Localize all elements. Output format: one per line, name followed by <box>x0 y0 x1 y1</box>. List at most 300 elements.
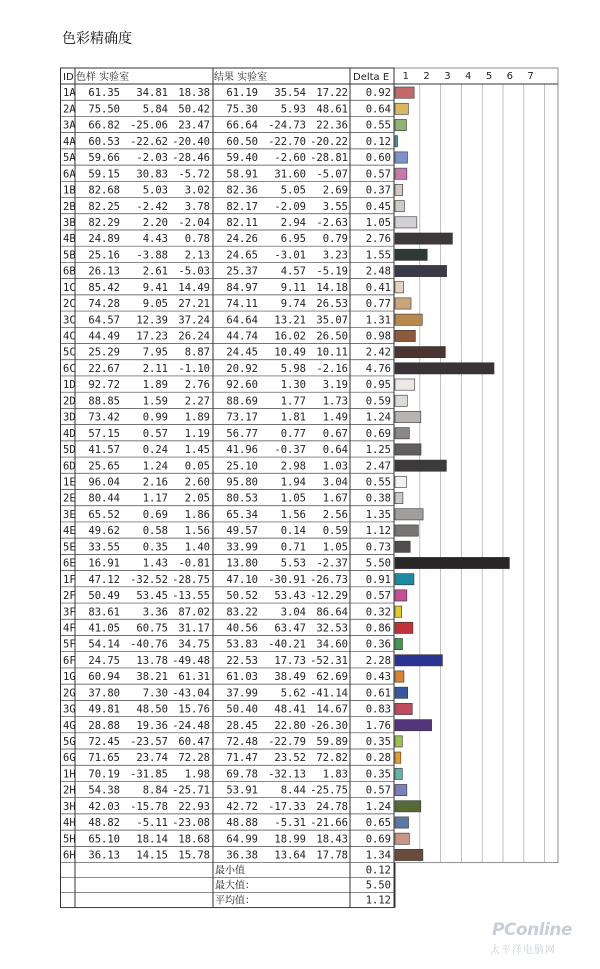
delta-e-value: 1.24 <box>365 800 391 813</box>
sample-lab-value: 34.81 <box>136 87 168 100</box>
delta-e-bar <box>395 347 445 358</box>
delta-e-value: 2.47 <box>365 460 391 473</box>
result-lab-value: 17.73 <box>274 654 306 667</box>
result-lab-value: 49.57 <box>226 525 258 538</box>
result-lab-value: -28.81 <box>310 152 348 165</box>
sample-lab-value: 0.57 <box>142 427 168 440</box>
result-lab-value: -22.79 <box>268 736 306 749</box>
result-lab-value: 65.34 <box>226 508 258 521</box>
axis-tick-label: 3 <box>444 71 451 82</box>
delta-e-bar <box>395 152 407 163</box>
delta-e-bar <box>395 379 415 390</box>
result-lab-value: -12.29 <box>310 590 348 603</box>
sample-lab-value: -40.76 <box>130 638 168 651</box>
sample-lab-value: 53.45 <box>136 590 168 603</box>
sample-lab-value: 1.89 <box>142 379 168 392</box>
result-lab-value: 1.49 <box>322 411 348 424</box>
result-lab-value: -17.33 <box>268 800 306 813</box>
delta-e-bar <box>395 168 407 179</box>
delta-e-value: 0.45 <box>365 200 391 213</box>
sample-lab-value: 25.29 <box>88 346 120 359</box>
delta-e-bar <box>395 411 421 422</box>
result-lab-value: 14.18 <box>316 281 348 294</box>
result-lab-value: 2.56 <box>322 508 348 521</box>
row-id: 6H <box>63 849 76 862</box>
summary-label: 最大值： <box>215 880 255 892</box>
row-id: 1C <box>63 281 76 294</box>
delta-e-value: 0.92 <box>365 87 391 100</box>
result-lab-value: 3.55 <box>322 200 348 213</box>
sample-lab-value: 22.93 <box>178 800 210 813</box>
delta-e-value: 2.28 <box>365 654 391 667</box>
result-lab-value: 0.71 <box>280 541 306 554</box>
sample-lab-value: 1.56 <box>184 525 210 538</box>
sample-lab-value: 80.44 <box>88 492 120 505</box>
sample-lab-value: 61.31 <box>178 671 210 684</box>
result-lab-value: 3.04 <box>322 476 348 489</box>
delta-e-value: 0.61 <box>365 687 391 700</box>
sample-lab-value: -32.52 <box>130 573 168 586</box>
row-id: 2E <box>63 492 76 505</box>
result-lab-value: -20.22 <box>310 135 348 148</box>
result-lab-value: -26.73 <box>310 573 348 586</box>
sample-lab-value: 18.68 <box>178 833 210 846</box>
result-lab-value: 69.78 <box>226 768 258 781</box>
sample-lab-value: 19.36 <box>136 719 168 732</box>
sample-lab-value: 88.85 <box>88 395 120 408</box>
row-id: 1E <box>63 476 76 489</box>
result-lab-value: 5.98 <box>280 362 306 375</box>
row-id: 2C <box>63 298 76 311</box>
sample-lab-value: 41.05 <box>88 622 120 635</box>
delta-e-value: 1.34 <box>365 849 391 862</box>
result-lab-value: 66.64 <box>226 119 258 132</box>
result-lab-value: 37.99 <box>226 687 258 700</box>
sample-lab-value: 7.30 <box>142 687 168 700</box>
result-lab-value: 17.22 <box>316 87 348 100</box>
axis-tick-label: 2 <box>423 71 430 82</box>
result-lab-value: 95.80 <box>226 476 258 489</box>
sample-lab-value: 0.78 <box>184 233 210 246</box>
result-lab-value: 60.50 <box>226 135 258 148</box>
row-id: 4D <box>63 427 76 440</box>
result-lab-value: 3.19 <box>322 379 348 392</box>
sample-lab-value: 25.65 <box>88 460 120 473</box>
result-lab-value: -5.19 <box>316 265 348 278</box>
result-lab-value: 53.91 <box>226 784 258 797</box>
result-lab-value: 84.97 <box>226 281 258 294</box>
page-title: 色彩精确度 <box>62 31 132 47</box>
delta-e-value: 4.76 <box>365 362 391 375</box>
sample-lab-value: 26.24 <box>178 330 210 343</box>
result-lab-value: 14.67 <box>316 703 348 716</box>
result-lab-value: -32.13 <box>268 768 306 781</box>
result-lab-value: 5.05 <box>280 184 306 197</box>
result-lab-value: 48.61 <box>316 103 348 116</box>
delta-e-value: 0.12 <box>365 135 391 148</box>
row-id: 4G <box>63 719 76 732</box>
sample-lab-value: 13.78 <box>136 654 168 667</box>
result-lab-value: 5.62 <box>280 687 306 700</box>
result-lab-value: 61.19 <box>226 87 258 100</box>
row-id: 5G <box>63 736 76 749</box>
result-lab-value: 25.37 <box>226 265 258 278</box>
sample-lab-value: -28.46 <box>172 152 210 165</box>
delta-e-bar <box>395 833 409 844</box>
result-lab-value: -2.16 <box>316 362 348 375</box>
delta-e-value: 0.59 <box>365 395 391 408</box>
result-lab-value: 22.80 <box>274 719 306 732</box>
delta-e-bar <box>395 736 402 747</box>
result-lab-value: -5.31 <box>274 817 306 830</box>
result-lab-value: 92.60 <box>226 379 258 392</box>
delta-e-bar <box>395 801 421 812</box>
delta-e-bar <box>395 638 402 649</box>
delta-e-value: 0.57 <box>365 168 391 181</box>
sample-lab-value: 2.60 <box>184 476 210 489</box>
sample-lab-value: 9.05 <box>142 298 168 311</box>
sample-lab-value: -31.85 <box>130 768 168 781</box>
delta-e-value: 0.64 <box>365 103 391 116</box>
delta-e-bar <box>395 525 418 536</box>
result-lab-value: 64.99 <box>226 833 258 846</box>
result-lab-value: 59.40 <box>226 152 258 165</box>
sample-lab-value: -43.04 <box>172 687 210 700</box>
result-lab-value: 28.45 <box>226 719 258 732</box>
delta-e-bar <box>395 460 446 471</box>
result-lab-value: 63.47 <box>274 622 306 635</box>
summary-value: 1.12 <box>365 894 391 907</box>
sample-lab-value: 0.05 <box>184 460 210 473</box>
sample-lab-value: 60.94 <box>88 671 120 684</box>
delta-e-value: 1.25 <box>365 444 391 457</box>
result-lab-value: 25.10 <box>226 460 258 473</box>
delta-e-value: 0.91 <box>365 573 391 586</box>
sample-lab-value: 7.95 <box>142 346 168 359</box>
result-lab-value: 0.59 <box>322 525 348 538</box>
row-id: 2H <box>63 784 76 797</box>
sample-lab-value: 0.24 <box>142 444 168 457</box>
sample-lab-value: 28.88 <box>88 719 120 732</box>
sample-lab-value: 17.23 <box>136 330 168 343</box>
result-lab-value: 9.11 <box>280 281 306 294</box>
result-lab-value: 1.03 <box>322 460 348 473</box>
sample-lab-value: 2.27 <box>184 395 210 408</box>
row-id: 2F <box>63 590 76 603</box>
sample-lab-value: 1.24 <box>142 460 168 473</box>
result-lab-value: 24.65 <box>226 249 258 262</box>
delta-e-bar <box>395 184 403 195</box>
result-lab-value: -25.75 <box>310 784 348 797</box>
result-lab-value: 22.53 <box>226 654 258 667</box>
delta-e-value: 2.42 <box>365 346 391 359</box>
sample-lab-value: 25.16 <box>88 249 120 262</box>
delta-e-bar <box>395 314 422 325</box>
delta-e-bar <box>395 720 432 731</box>
row-id: 6C <box>63 362 76 375</box>
row-id: 1H <box>63 768 76 781</box>
row-id: 5H <box>63 833 76 846</box>
delta-e-bar <box>395 265 447 276</box>
sample-lab-value: 18.38 <box>178 87 210 100</box>
row-id: 3E <box>63 508 76 521</box>
sample-lab-value: 59.15 <box>88 168 120 181</box>
row-id: 1D <box>63 379 76 392</box>
result-lab-value: 73.17 <box>226 411 258 424</box>
result-lab-value: 80.53 <box>226 492 258 505</box>
delta-e-value: 0.35 <box>365 768 391 781</box>
sample-lab-value: 15.78 <box>178 849 210 862</box>
sample-lab-value: -49.48 <box>172 654 210 667</box>
delta-e-bar <box>395 671 404 682</box>
sample-lab-value: 26.13 <box>88 265 120 278</box>
delta-e-value: 0.32 <box>365 606 391 619</box>
sample-lab-value: -2.04 <box>178 216 210 229</box>
sample-lab-value: 22.67 <box>88 362 120 375</box>
result-lab-value: 3.04 <box>280 606 306 619</box>
sample-lab-value: -20.40 <box>172 135 210 148</box>
result-lab-value: 1.73 <box>322 395 348 408</box>
result-lab-value: -2.37 <box>316 557 348 570</box>
delta-e-value: 5.50 <box>365 557 391 570</box>
delta-e-value: 0.41 <box>365 281 391 294</box>
sample-lab-value: 16.91 <box>88 557 120 570</box>
delta-e-value: 1.55 <box>365 249 391 262</box>
sample-lab-value: 48.50 <box>136 703 168 716</box>
sample-lab-value: 57.15 <box>88 427 120 440</box>
sample-lab-value: 41.57 <box>88 444 120 457</box>
result-lab-value: 41.96 <box>226 444 258 457</box>
result-lab-value: 82.11 <box>226 216 258 229</box>
sample-lab-value: -15.78 <box>130 800 168 813</box>
result-lab-value: 1.94 <box>280 476 306 489</box>
sample-lab-value: -23.08 <box>172 817 210 830</box>
sample-lab-value: -5.03 <box>178 265 210 278</box>
sample-lab-value: 31.17 <box>178 622 210 635</box>
result-lab-value: 44.74 <box>226 330 258 343</box>
delta-e-value: 1.31 <box>365 314 391 327</box>
sample-lab-value: 3.36 <box>142 606 168 619</box>
result-lab-value: 1.83 <box>322 768 348 781</box>
result-lab-value: 31.60 <box>274 168 306 181</box>
sample-lab-value: 0.58 <box>142 525 168 538</box>
row-id: 4F <box>63 622 76 635</box>
result-lab-value: 5.53 <box>280 557 306 570</box>
delta-e-value: 0.65 <box>365 817 391 830</box>
sample-lab-value: 23.47 <box>178 119 210 132</box>
sample-lab-value: 2.16 <box>142 476 168 489</box>
delta-e-value: 0.77 <box>365 298 391 311</box>
row-id: 2B <box>63 200 76 213</box>
delta-e-bar <box>395 395 407 406</box>
sample-lab-value: 14.49 <box>178 281 210 294</box>
delta-e-bar <box>395 768 402 779</box>
delta-e-bar <box>395 87 414 98</box>
result-lab-value: 0.79 <box>322 233 348 246</box>
sample-lab-value: 64.57 <box>88 314 120 327</box>
summary-label: 平均值： <box>215 895 255 907</box>
result-lab-value: 50.52 <box>226 590 258 603</box>
sample-lab-value: 27.21 <box>178 298 210 311</box>
result-lab-value: 59.89 <box>316 736 348 749</box>
row-id: 4A <box>63 135 76 148</box>
sample-lab-value: 59.66 <box>88 152 120 165</box>
sample-lab-value: 50.49 <box>88 590 120 603</box>
result-lab-value: 1.30 <box>280 379 306 392</box>
sample-lab-value: -1.10 <box>178 362 210 375</box>
result-lab-value: 62.69 <box>316 671 348 684</box>
result-lab-value: -21.66 <box>310 817 348 830</box>
sample-lab-value: 65.52 <box>88 508 120 521</box>
delta-e-bar <box>395 136 397 147</box>
sample-lab-value: 60.53 <box>88 135 120 148</box>
sample-lab-value: -0.81 <box>178 557 210 570</box>
delta-e-value: 0.36 <box>365 638 391 651</box>
delta-e-value: 0.60 <box>365 152 391 165</box>
sample-lab-value: 0.69 <box>142 508 168 521</box>
sample-lab-value: 4.43 <box>142 233 168 246</box>
result-lab-value: 33.99 <box>226 541 258 554</box>
row-id: 5A <box>63 152 76 165</box>
sample-lab-value: 14.15 <box>136 849 168 862</box>
result-lab-value: 8.44 <box>280 784 306 797</box>
col-header-delta: Delta E <box>353 72 390 83</box>
delta-e-value: 0.35 <box>365 736 391 749</box>
result-lab-value: -0.37 <box>274 444 306 457</box>
result-lab-value: 10.49 <box>274 346 306 359</box>
summary-label: 最小值 <box>215 865 245 877</box>
result-lab-value: 38.49 <box>274 671 306 684</box>
col-header-id: ID <box>63 72 74 83</box>
result-lab-value: 0.77 <box>280 427 306 440</box>
delta-e-bar <box>395 687 408 698</box>
sample-lab-value: 5.84 <box>142 103 168 116</box>
sample-lab-value: 12.39 <box>136 314 168 327</box>
row-id: 3F <box>63 606 76 619</box>
sample-lab-value: 44.49 <box>88 330 120 343</box>
row-id: 5C <box>63 346 76 359</box>
sample-lab-value: 47.12 <box>88 573 120 586</box>
sample-lab-value: 23.74 <box>136 752 168 765</box>
sample-lab-value: 5.03 <box>142 184 168 197</box>
row-id: 1F <box>63 573 76 586</box>
axis-tick-label: 4 <box>465 71 472 82</box>
sample-lab-value: 83.61 <box>88 606 120 619</box>
watermark-subtitle: 太平洋电脑网 <box>490 945 556 956</box>
delta-e-bar <box>395 849 423 860</box>
sample-lab-value: 48.82 <box>88 817 120 830</box>
sample-lab-value: 1.45 <box>184 444 210 457</box>
delta-e-bar <box>395 509 423 520</box>
result-lab-value: 74.11 <box>226 298 258 311</box>
row-id: 4B <box>63 233 76 246</box>
row-id: 6E <box>63 557 76 570</box>
result-lab-value: 0.64 <box>322 444 348 457</box>
delta-e-value: 1.76 <box>365 719 391 732</box>
result-lab-value: 75.30 <box>226 103 258 116</box>
result-lab-value: 6.95 <box>280 233 306 246</box>
row-id: 4H <box>63 817 76 830</box>
result-lab-value: 40.56 <box>226 622 258 635</box>
result-lab-value: 88.69 <box>226 395 258 408</box>
sample-lab-value: 24.75 <box>88 654 120 667</box>
row-id: 6A <box>63 168 76 181</box>
sample-lab-value: -2.03 <box>136 152 168 165</box>
sample-lab-value: 49.62 <box>88 525 120 538</box>
result-lab-value: 16.02 <box>274 330 306 343</box>
sample-lab-value: 37.24 <box>178 314 210 327</box>
delta-e-value: 2.48 <box>365 265 391 278</box>
sample-lab-value: 82.29 <box>88 216 120 229</box>
result-lab-value: 0.14 <box>280 525 306 538</box>
sample-lab-value: 36.13 <box>88 849 120 862</box>
sample-lab-value: 2.05 <box>184 492 210 505</box>
sample-lab-value: 60.75 <box>136 622 168 635</box>
row-id: 3A <box>63 119 76 132</box>
delta-e-value: 1.24 <box>365 411 391 424</box>
sample-lab-value: 54.14 <box>88 638 120 651</box>
delta-e-bar <box>395 557 509 568</box>
result-lab-value: 9.74 <box>280 298 306 311</box>
delta-e-value: 0.98 <box>365 330 391 343</box>
delta-e-bar <box>395 119 406 130</box>
sample-lab-value: 18.14 <box>136 833 168 846</box>
row-id: 3H <box>63 800 76 813</box>
report-table-chart <box>60 66 560 950</box>
delta-e-bar <box>395 622 413 633</box>
sample-lab-value: -22.62 <box>130 135 168 148</box>
delta-e-bar <box>395 282 404 293</box>
result-lab-value: 36.38 <box>226 849 258 862</box>
result-lab-value: 24.45 <box>226 346 258 359</box>
row-id: 1A <box>63 87 76 100</box>
sample-lab-value: 92.72 <box>88 379 120 392</box>
result-lab-value: 53.83 <box>226 638 258 651</box>
sample-lab-value: -25.71 <box>172 784 210 797</box>
result-lab-value: 50.40 <box>226 703 258 716</box>
sample-lab-value: 66.82 <box>88 119 120 132</box>
sample-lab-value: 2.13 <box>184 249 210 262</box>
delta-e-bar <box>395 817 409 828</box>
delta-e-value: 0.38 <box>365 492 391 505</box>
sample-lab-value: 87.02 <box>178 606 210 619</box>
sample-lab-value: 50.42 <box>178 103 210 116</box>
delta-e-bar <box>395 298 411 309</box>
delta-e-value: 0.28 <box>365 752 391 765</box>
sample-lab-value: 85.42 <box>88 281 120 294</box>
sample-lab-value: 2.76 <box>184 379 210 392</box>
result-lab-value: -30.91 <box>268 573 306 586</box>
result-lab-value: 82.36 <box>226 184 258 197</box>
result-lab-value: 26.50 <box>316 330 348 343</box>
result-lab-value: 1.05 <box>280 492 306 505</box>
result-lab-value: 20.92 <box>226 362 258 375</box>
sample-lab-value: 15.76 <box>178 703 210 716</box>
result-lab-value: 13.21 <box>274 314 306 327</box>
result-lab-value: 17.78 <box>316 849 348 862</box>
result-lab-value: 64.64 <box>226 314 258 327</box>
row-id: 5D <box>63 444 76 457</box>
row-id: 5E <box>63 541 76 554</box>
sample-lab-value: 74.28 <box>88 298 120 311</box>
sample-lab-value: 82.68 <box>88 184 120 197</box>
delta-e-bar <box>395 330 415 341</box>
delta-e-value: 0.73 <box>365 541 391 554</box>
sample-lab-value: 24.89 <box>88 233 120 246</box>
result-lab-value: 61.03 <box>226 671 258 684</box>
result-lab-value: -2.60 <box>274 152 306 165</box>
sample-lab-value: 1.89 <box>184 411 210 424</box>
